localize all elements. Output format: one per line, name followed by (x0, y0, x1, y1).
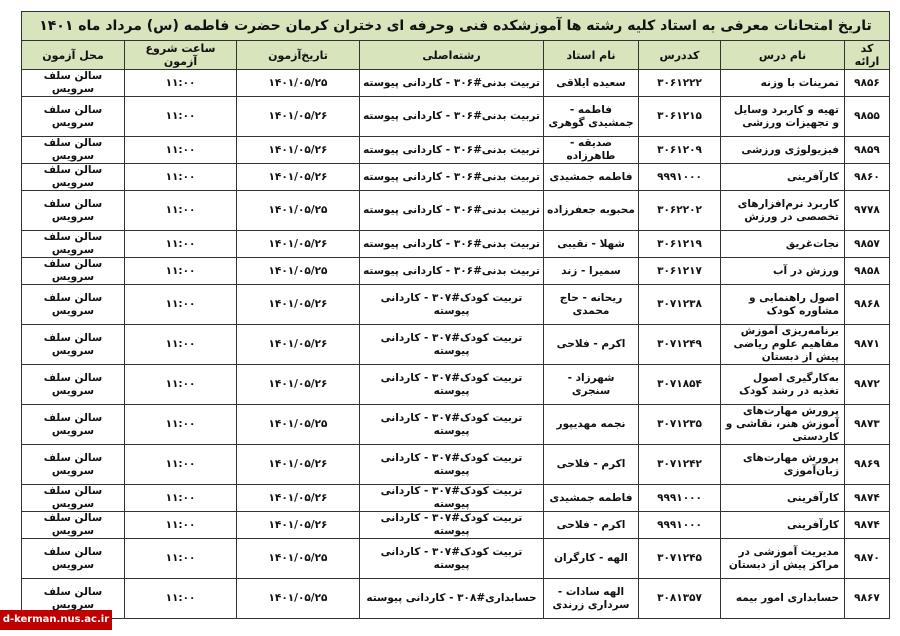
table-row (21, 445, 889, 485)
course-name-cell: کارآفرینی (721, 164, 845, 191)
field-cell: تربیت کودک#۳۰۷ - کاردانی پیوسته (360, 512, 544, 539)
exam-date-cell: ۱۴۰۱/۰۵/۲۵ (237, 191, 360, 231)
exam-date-cell: ۱۴۰۱/۰۵/۲۶ (237, 325, 360, 365)
course-code-cell: ۳۰۷۱۸۵۴ (639, 365, 721, 405)
header-course-name: نام درس (721, 41, 845, 70)
course-name-cell: کارآفرینی (721, 485, 845, 512)
exam-date-cell: ۱۴۰۱/۰۵/۲۶ (237, 164, 360, 191)
location-cell: سالن سلف سرویس (21, 137, 124, 164)
course-name-cell: پرورش مهارت‌های زبان‌آموزی (721, 445, 845, 485)
offer-code-cell: ۹۸۷۲ (845, 365, 890, 405)
course-code-cell: ۳۰۷۱۲۳۸ (639, 285, 721, 325)
teacher-cell: ریحانه - حاج محمدی (544, 285, 639, 325)
exam-date-cell: ۱۴۰۱/۰۵/۲۵ (237, 258, 360, 285)
field-cell: تربیت بدنی#۳۰۶ - کاردانی پیوسته (360, 231, 544, 258)
course-name-cell: مدیریت آموزشی در مراکز پیش از دبستان (721, 539, 845, 579)
teacher-cell: محبوبه جعفرزاده (544, 191, 639, 231)
teacher-cell: فاطمه جمشیدی (544, 485, 639, 512)
offer-code-cell: ۹۸۷۰ (845, 539, 890, 579)
teacher-cell: فاطمه - جمشیدی گوهری (544, 97, 639, 137)
exam-date-cell: ۱۴۰۱/۰۵/۲۵ (237, 405, 360, 445)
location-cell: سالن سلف سرویس (21, 164, 124, 191)
table-row (21, 137, 889, 164)
offer-code-cell: ۹۸۵۸ (845, 258, 890, 285)
location-cell: سالن سلف سرویس (21, 445, 124, 485)
page-title: تاریخ امتحانات معرفی به استاد کلیه رشته ها آموزشکده فنی وحرفه ای دختران کرمان حضرت فاطمه (س) مرداد ماه ۱۴۰۱ (21, 12, 889, 41)
offer-code-cell: ۹۸۷۴ (845, 485, 890, 512)
table-row (21, 325, 889, 365)
teacher-cell: سعیده ایلاقی (544, 70, 639, 97)
course-name-cell: کارآفرینی (721, 512, 845, 539)
course-name-cell: کاربرد نرم‌افزارهای تخصصی در ورزش (721, 191, 845, 231)
offer-code-cell: ۹۸۶۰ (845, 164, 890, 191)
header-field: رشته‌اصلی (360, 41, 544, 70)
start-time-cell: ۱۱:۰۰ (125, 325, 237, 365)
exam-date-cell: ۱۴۰۱/۰۵/۲۶ (237, 231, 360, 258)
location-cell: سالن سلف سرویس (21, 191, 124, 231)
course-name-cell: ورزش در آب (721, 258, 845, 285)
course-name-cell: حسابداری امور بیمه (721, 579, 845, 619)
course-code-cell: ۳۰۷۱۲۳۵ (639, 405, 721, 445)
teacher-cell: نجمه مهدیپور (544, 405, 639, 445)
field-cell: تربیت بدنی#۳۰۶ - کاردانی پیوسته (360, 258, 544, 285)
table-row (21, 70, 889, 97)
table-row (21, 405, 889, 445)
start-time-cell: ۱۱:۰۰ (125, 97, 237, 137)
field-cell: تربیت کودک#۳۰۷ - کاردانی پیوسته (360, 325, 544, 365)
teacher-cell: سمیرا - زند (544, 258, 639, 285)
start-time-cell: ۱۱:۰۰ (125, 137, 237, 164)
offer-code-cell: ۹۸۵۵ (845, 97, 890, 137)
location-cell: سالن سلف سرویس (21, 579, 124, 619)
start-time-cell: ۱۱:۰۰ (125, 258, 237, 285)
table-row (21, 231, 889, 258)
header-start-time: ساعت شروع آزمون (125, 41, 237, 70)
start-time-cell: ۱۱:۰۰ (125, 70, 237, 97)
field-cell: تربیت بدنی#۳۰۶ - کاردانی پیوسته (360, 164, 544, 191)
table-row (21, 365, 889, 405)
teacher-cell: شهلا - نقیبی (544, 231, 639, 258)
exam-date-cell: ۱۴۰۱/۰۵/۲۵ (237, 539, 360, 579)
exam-schedule-table (21, 11, 890, 619)
teacher-cell: اکرم - فلاحی (544, 325, 639, 365)
table-header-row (21, 41, 889, 70)
start-time-cell: ۱۱:۰۰ (125, 191, 237, 231)
exam-date-cell: ۱۴۰۱/۰۵/۲۶ (237, 97, 360, 137)
location-cell: سالن سلف سرویس (21, 325, 124, 365)
field-cell: تربیت بدنی#۳۰۶ - کاردانی پیوسته (360, 137, 544, 164)
location-cell: سالن سلف سرویس (21, 70, 124, 97)
course-code-cell: ۳۰۶۲۲۰۲ (639, 191, 721, 231)
exam-date-cell: ۱۴۰۱/۰۵/۲۵ (237, 70, 360, 97)
table-row (21, 485, 889, 512)
course-code-cell: ۳۰۶۱۲۱۹ (639, 231, 721, 258)
course-name-cell: نجات‌غریق (721, 231, 845, 258)
offer-code-cell: ۹۸۵۹ (845, 137, 890, 164)
table-row (21, 512, 889, 539)
teacher-cell: الهه سادات - سرداری زرندی (544, 579, 639, 619)
offer-code-cell: ۹۷۷۸ (845, 191, 890, 231)
start-time-cell: ۱۱:۰۰ (125, 539, 237, 579)
start-time-cell: ۱۱:۰۰ (125, 405, 237, 445)
course-name-cell: فیزیولوژی ورزشی (721, 137, 845, 164)
exam-schedule-sheet (22, 11, 890, 611)
start-time-cell: ۱۱:۰۰ (125, 445, 237, 485)
header-course-code: کددرس (639, 41, 721, 70)
course-name-cell: به‌کارگیری اصول تغذیه در رشد کودک (721, 365, 845, 405)
exam-date-cell: ۱۴۰۱/۰۵/۲۶ (237, 285, 360, 325)
table-row (21, 579, 889, 619)
location-cell: سالن سلف سرویس (21, 512, 124, 539)
exam-date-cell: ۱۴۰۱/۰۵/۲۶ (237, 365, 360, 405)
field-cell: تربیت بدنی#۳۰۶ - کاردانی پیوسته (360, 70, 544, 97)
header-offer-code: کد ارائه (845, 41, 890, 70)
field-cell: تربیت کودک#۳۰۷ - کاردانی پیوسته (360, 445, 544, 485)
exam-date-cell: ۱۴۰۱/۰۵/۲۶ (237, 485, 360, 512)
course-code-cell: ۳۰۸۱۳۵۷ (639, 579, 721, 619)
offer-code-cell: ۹۸۶۷ (845, 579, 890, 619)
course-code-cell: ۹۹۹۱۰۰۰ (639, 512, 721, 539)
course-code-cell: ۳۰۶۱۲۱۷ (639, 258, 721, 285)
offer-code-cell: ۹۸۵۷ (845, 231, 890, 258)
start-time-cell: ۱۱:۰۰ (125, 579, 237, 619)
field-cell: تربیت بدنی#۳۰۶ - کاردانی پیوسته (360, 191, 544, 231)
offer-code-cell: ۹۸۷۳ (845, 405, 890, 445)
teacher-cell: اکرم - فلاحی (544, 445, 639, 485)
offer-code-cell: ۹۸۷۴ (845, 512, 890, 539)
course-code-cell: ۳۰۷۱۲۴۹ (639, 325, 721, 365)
teacher-cell: الهه - کارگران (544, 539, 639, 579)
start-time-cell: ۱۱:۰۰ (125, 231, 237, 258)
exam-date-cell: ۱۴۰۱/۰۵/۲۶ (237, 512, 360, 539)
header-teacher: نام استاد (544, 41, 639, 70)
field-cell: تربیت کودک#۳۰۷ - کاردانی پیوسته (360, 405, 544, 445)
table-row (21, 285, 889, 325)
course-code-cell: ۳۰۶۱۲۱۵ (639, 97, 721, 137)
course-code-cell: ۳۰۷۱۲۴۲ (639, 445, 721, 485)
table-row (21, 539, 889, 579)
start-time-cell: ۱۱:۰۰ (125, 512, 237, 539)
exam-date-cell: ۱۴۰۱/۰۵/۲۵ (237, 579, 360, 619)
start-time-cell: ۱۱:۰۰ (125, 365, 237, 405)
course-name-cell: پرورش مهارت‌های آموزش هنر، نقاشی و کاردستی (721, 405, 845, 445)
exam-date-cell: ۱۴۰۱/۰۵/۲۶ (237, 137, 360, 164)
course-name-cell: تهیه و کاربرد وسایل و تجهیزات ورزشی (721, 97, 845, 137)
teacher-cell: شهرزاد - سنجری (544, 365, 639, 405)
location-cell: سالن سلف سرویس (21, 405, 124, 445)
location-cell: سالن سلف سرویس (21, 285, 124, 325)
offer-code-cell: ۹۸۵۶ (845, 70, 890, 97)
course-code-cell: ۳۰۶۱۲۲۲ (639, 70, 721, 97)
table-row (21, 191, 889, 231)
table-row (21, 164, 889, 191)
location-cell: سالن سلف سرویس (21, 365, 124, 405)
course-code-cell: ۳۰۶۱۲۰۹ (639, 137, 721, 164)
field-cell: تربیت کودک#۳۰۷ - کاردانی پیوسته (360, 365, 544, 405)
field-cell: تربیت بدنی#۳۰۶ - کاردانی پیوسته (360, 97, 544, 137)
course-name-cell: برنامه‌ریزی آموزش مفاهیم علوم ریاضی پیش از دبستان (721, 325, 845, 365)
table-row (21, 258, 889, 285)
teacher-cell: فاطمه جمشیدی (544, 164, 639, 191)
field-cell: تربیت کودک#۳۰۷ - کاردانی پیوسته (360, 485, 544, 512)
header-location: محل آزمون (21, 41, 124, 70)
teacher-cell: اکرم - فلاحی (544, 512, 639, 539)
course-code-cell: ۹۹۹۱۰۰۰ (639, 485, 721, 512)
course-code-cell: ۹۹۹۱۰۰۰ (639, 164, 721, 191)
header-exam-date: تاریخ‌آزمون (237, 41, 360, 70)
start-time-cell: ۱۱:۰۰ (125, 164, 237, 191)
start-time-cell: ۱۱:۰۰ (125, 285, 237, 325)
offer-code-cell: ۹۸۶۹ (845, 445, 890, 485)
field-cell: حسابداری#۳۰۸ - کاردانی پیوسته (360, 579, 544, 619)
location-cell: سالن سلف سرویس (21, 539, 124, 579)
start-time-cell: ۱۱:۰۰ (125, 485, 237, 512)
offer-code-cell: ۹۸۷۱ (845, 325, 890, 365)
location-cell: سالن سلف سرویس (21, 485, 124, 512)
course-name-cell: اصول راهنمایی و مشاوره کودک (721, 285, 845, 325)
course-code-cell: ۳۰۷۱۲۴۵ (639, 539, 721, 579)
table-body (21, 70, 889, 619)
field-cell: تربیت کودک#۳۰۷ - کاردانی پیوسته (360, 285, 544, 325)
location-cell: سالن سلف سرویس (21, 258, 124, 285)
table-row (21, 97, 889, 137)
exam-date-cell: ۱۴۰۱/۰۵/۲۶ (237, 445, 360, 485)
site-url-footer: d-kerman.nus.ac.ir (0, 610, 112, 630)
location-cell: سالن سلف سرویس (21, 97, 124, 137)
course-name-cell: تمرینات با وزنه (721, 70, 845, 97)
offer-code-cell: ۹۸۶۸ (845, 285, 890, 325)
location-cell: سالن سلف سرویس (21, 231, 124, 258)
teacher-cell: صدیقه - طاهرزاده (544, 137, 639, 164)
field-cell: تربیت کودک#۳۰۷ - کاردانی پیوسته (360, 539, 544, 579)
